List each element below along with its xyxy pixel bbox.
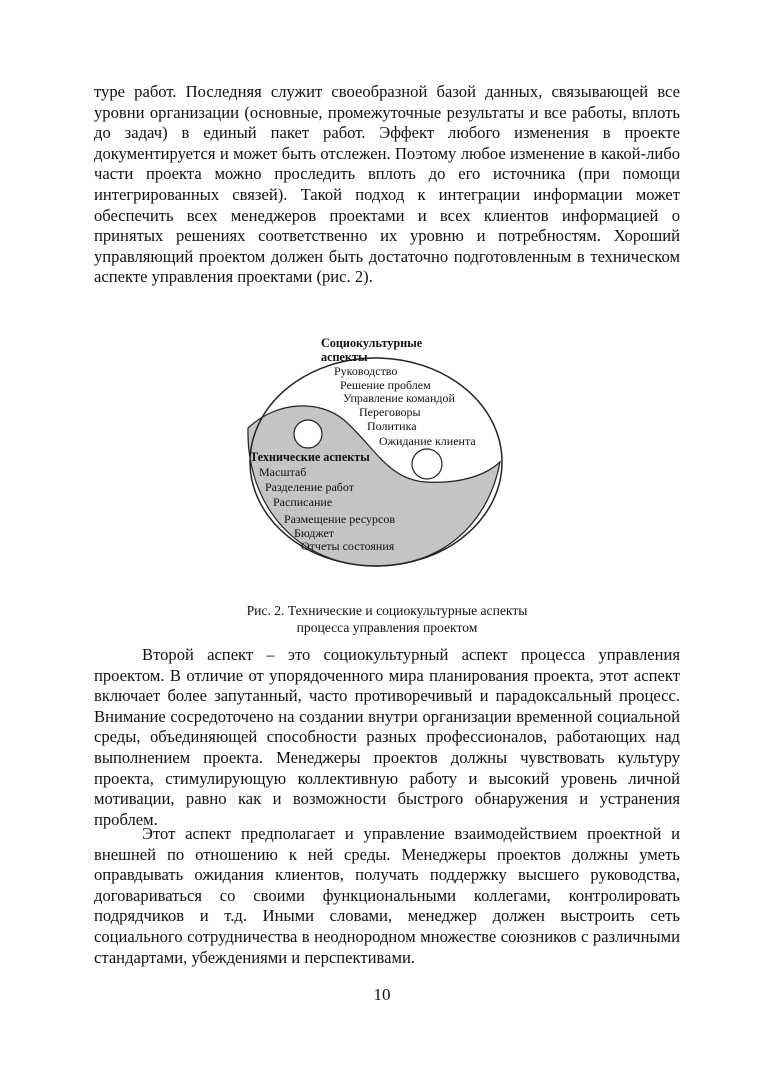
paragraph-second-aspect: Второй аспект – это социокультурный аспект процесса управления проектом. В отличие от упорядоченного мира планирования проекта, этот аспект включает более запутанный, часто противоречивый и парадоксальный процесс. Внимание сосредоточено на создании внутри организации временной социальной среды, объединяющей способности разных профессионалов, работающих над выполнением проекта. Менеджеры проектов должны чувствовать культуру проекта, стимулирующую коллективную работу и высокий уровень личной мотивации, равно как и возможности быстрого обнаружения и устранения проблем. bbox=[94, 645, 680, 829]
sociocultural-item: Ожидание клиента bbox=[379, 434, 476, 448]
technical-item: Расписание bbox=[273, 495, 333, 509]
technical-heading: Технические аспекты bbox=[250, 450, 370, 464]
white-dot bbox=[294, 420, 322, 448]
sociocultural-item: Переговоры bbox=[359, 405, 421, 419]
sociocultural-item: Руководство bbox=[334, 364, 398, 378]
yin-yang-diagram bbox=[226, 330, 526, 590]
technical-item: Разделение работ bbox=[265, 480, 354, 494]
caption-line: процесса управления проектом bbox=[296, 620, 478, 635]
technical-item: Бюджет bbox=[294, 526, 335, 540]
sociocultural-item: Управление командой bbox=[343, 391, 455, 405]
sociocultural-heading-line2: аспекты bbox=[321, 350, 368, 364]
sociocultural-item: Решение проблем bbox=[340, 378, 431, 392]
sociocultural-heading-line1: Социокультурные bbox=[321, 336, 423, 350]
paragraph-intro: туре работ. Последняя служит своеобразной базой данных, связывающей все уровни организации (основные, промежуточные результаты и все работы, вплоть до задач) в единый пакет работ. Эффект любого изменения в проекте документируется и может быть отслежен. Поэтому любое изменение в какой-либо части проекта можно проследить вплоть до его источника (при помощи интегрированных связей). Такой подход к интеграции информации может обеспечить всех менеджеров проектами и всех клиентов информацией о принятых решениях соответственно их уровню и потребностям. Хороший управляющий проектом должен быть достаточно подготовленным в техническом аспекте управления проектами (рис. 2). bbox=[94, 82, 680, 287]
gray-dot bbox=[412, 449, 442, 479]
sociocultural-item: Политика bbox=[367, 419, 417, 433]
technical-item: Отчеты состояния bbox=[301, 539, 395, 553]
figure-caption bbox=[94, 602, 680, 636]
paragraph-external-interaction: Этот аспект предполагает и управление взаимодействием проектной и внешней по отношению к ней среды. Менеджеры проектов должны уметь оправдывать ожидания клиентов, получать поддержку высшего руководства, договариваться со своими функциональными коллегами, контролировать подрядчиков и т.д. Иными словами, менеджер должен выстроить сеть социального сотрудничества в неоднородном множестве союзников с различными стандартами, убеждениями и перспективами. bbox=[94, 824, 680, 967]
technical-item: Размещение ресурсов bbox=[284, 512, 396, 526]
technical-item: Масштаб bbox=[259, 465, 307, 479]
page-number: 10 bbox=[373, 985, 391, 1004]
caption-line: Рис. 2. Технические и социокультурные аспекты bbox=[246, 603, 528, 618]
